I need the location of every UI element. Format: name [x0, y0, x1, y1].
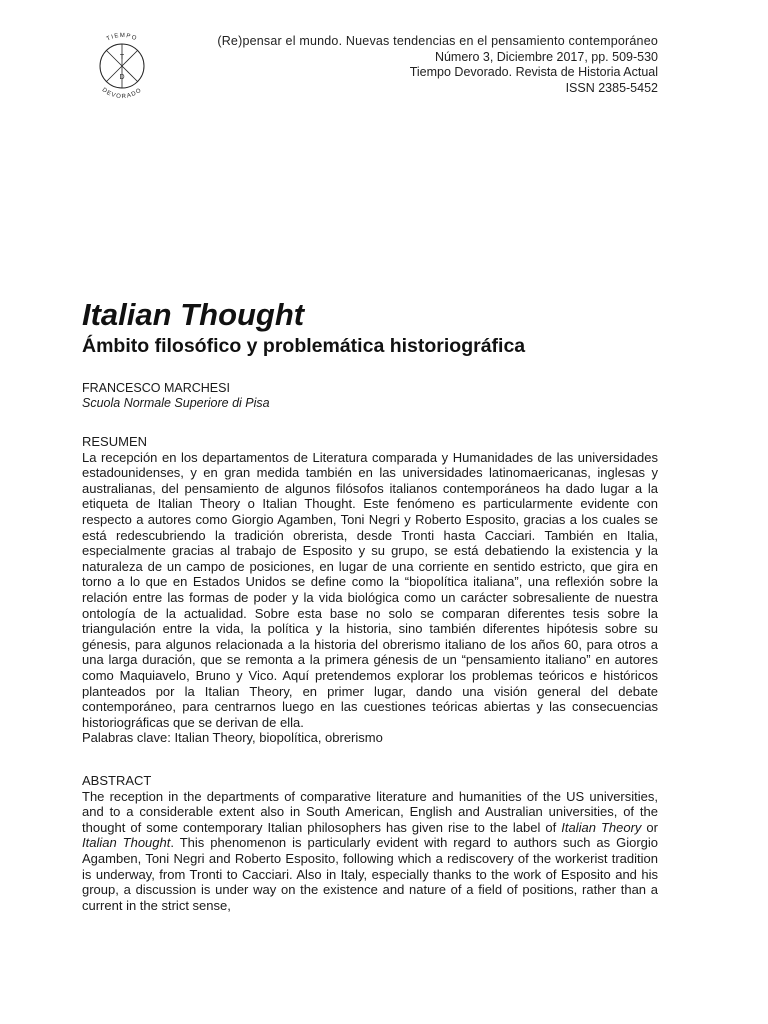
abstract-text-3: . This phenomenon is particularly evident with regard to authors such as Giorgio Agamben, Toni Negri and Roberto Esposito, following which a rediscovery of the workerist tradition is underway, from Tronti to Cacciari. Also in Italy, especially thanks to the work of Esposito and his group, a discussion is under way on the existence and nature of a field of positions, rather than a current in the strict sense,: [82, 835, 658, 913]
resumen-keywords: Palabras clave: Italian Theory, biopolítica, obrerismo: [82, 730, 383, 746]
abstract-section: [82, 773, 658, 913]
logo-letter-d: D: [119, 74, 125, 81]
resumen-section: [82, 434, 658, 746]
resumen-body: La recepción en los departamentos de Literatura comparada y Humanidades de las universidades estadounidenses, y en gran medida también en las universidades latinomaericanas, inglesas y australianas, del pensamiento de algunos filósofos italianos contemporáneos ha dado lugar a la etiqueta de Italian Theory o Italian Thought. Este fenómeno es particularmente evidente con respecto a autores como Giorgio Agamben, Toni Negri y Roberto Esposito, gracias a los cuales se está redescubriendo la tradición obrerista, desde Tronti hasta Cacciari. También en Italia, especialmente gracias al trabajo de Esposito y su grupo, se está debatiendo la existencia y la naturaleza de un campo de posiciones, en lugar de una corriente en sentido estricto, que gira en torno a lo que en Estados Unidos se define como la “biopolítica italiana”, una reflexión sobre la relación entre las formas de poder y la vida biológica como un carácter sobresaliente de nuestra ontología de la actualidad. Sobre esta base no solo se comparan diferentes tesis sobre la triangulación entre la vida, la política y la historia, sino también diferentes hipótesis sobre su génesis, para algunos relacionada a la historia del obrerismo italiano de los años 60, para otros a una larga duración, que se remonta a la primera génesis de un “pensamiento italiano” en autores como Maquiavelo, Bruno y Vico. Aquí pretendemos explorar los problemas teóricos e históricos planteados por la Italian Theory, en primer lugar, dando una visión general del debate contemporáneo, para centrarnos luego en las cuestiones teóricas abiertas y las consecuencias historiográficas que se derivan de ella.: [82, 449, 658, 730]
issn: ISSN 2385-5452: [565, 80, 658, 95]
abstract-text-1: The reception in the departments of comparative literature and humanities of the US universities, and to a considerable extent also in South American, English and Australian universities, of the thought of some contemporary Italian philosophers has given rise to the label of: [82, 788, 658, 835]
author-block: [82, 381, 270, 411]
logo-top-text: TIEMPO: [105, 32, 139, 43]
article-subtitle: Ámbito filosófico y problemática historiográfica: [82, 335, 526, 357]
svg-text:DEVORADO: [101, 87, 144, 100]
author-name: FRANCESCO MARCHESI: [82, 381, 230, 395]
logo-letter-t: T: [119, 54, 125, 61]
journal-name: Tiempo Devorado. Revista de Historia Actual: [409, 65, 658, 79]
abstract-body: [82, 789, 658, 914]
abstract-heading: ABSTRACT: [82, 773, 152, 788]
resumen-heading: RESUMEN: [82, 434, 148, 449]
svg-text:TIEMPO: [106, 33, 138, 43]
issue-info: Número 3, Diciembre 2017, pp. 509-530: [434, 49, 658, 64]
author-affiliation: Scuola Normale Superiore di Pisa: [82, 396, 270, 410]
series-title: (Re)pensar el mundo. Nuevas tendencias en el pensamiento contemporáneo: [217, 34, 658, 48]
title-block: [82, 297, 662, 358]
journal-logo: [84, 28, 160, 104]
abstract-italic-2: Italian Thought: [82, 835, 171, 851]
abstract-italic-1: Italian Theory: [561, 819, 642, 835]
running-header: [217, 34, 658, 96]
article-title: Italian Thought: [82, 297, 305, 332]
abstract-text-2: or: [641, 819, 658, 835]
journal-logo-emblem: [84, 28, 160, 104]
logo-bottom-text: DEVORADO: [100, 87, 144, 101]
